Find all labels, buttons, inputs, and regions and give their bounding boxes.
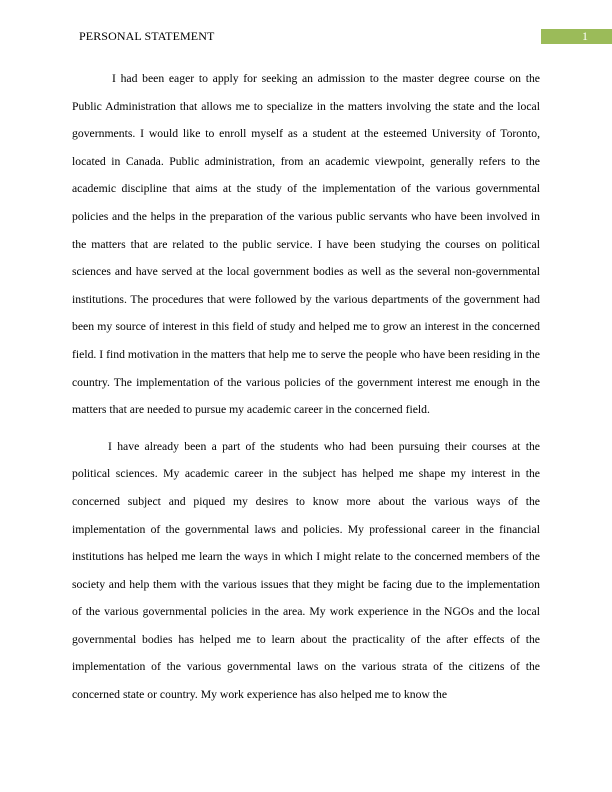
paragraph-1: I had been eager to apply for seeking an admission to the master degree course on the Public Administration that allows me to specialize in the matters involving the state and the local governments. I would like to enroll myself as a student at the esteemed University of Toronto, located in Canada. Public administration, from an academic viewpoint, generally refers to the academic discipline that aims at the study of the implementation of the various governmental policies and the helps in the preparation of the various public servants who have been involved in the matters that are related to the public service. I have been studying the courses on political sciences and have served at the local government bodies as well as the several non-governmental institutions. The procedures that were followed by the various departments of the government had been my source of interest in this field of study and helped me to grow an interest in the concerned field. I find motivation in the matters that help me to serve the people who have been residing in the country. The implementation of the various policies of the government interest me enough in the matters that are needed to pursue my academic career in the concerned field. (72, 72, 540, 417)
page-number: 1 (582, 29, 588, 43)
body-text (72, 65, 540, 709)
paragraph-2: I have already been a part of the students who had been pursuing their courses at the political sciences. My academic career in the subject has helped me shape my interest in the concerned subject and piqued my desires to know more about the various ways of the implementation of the governmental laws and policies. My professional career in the financial institutions has helped me learn the ways in which I might relate to the concerned members of the society and help them with the various issues that they might be facing due to the implementation of the various governmental policies in the area. My work experience in the NGOs and the local governmental bodies has helped me to learn about the practicality of the after effects of the implementation of the various governmental laws on the various strata of the citizens of the concerned state or country. My work experience has also helped me to know the (72, 439, 540, 702)
running-head: PERSONAL STATEMENT (79, 29, 215, 43)
page-number-box (541, 29, 612, 44)
